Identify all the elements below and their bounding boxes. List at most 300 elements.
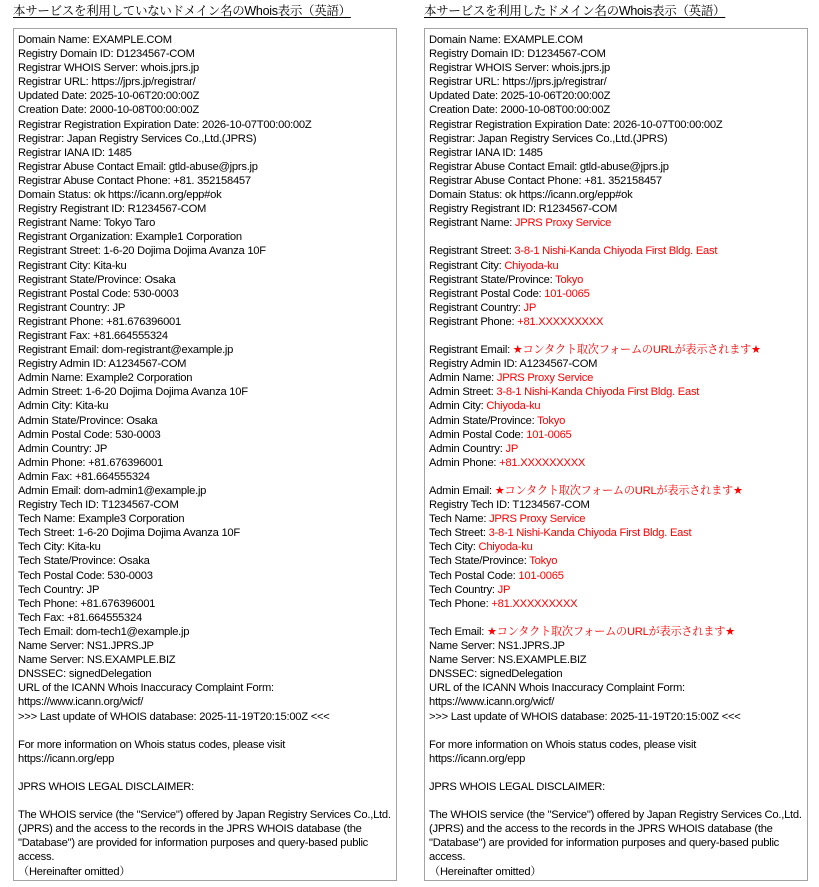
whois-field <box>429 625 803 639</box>
whois-field-value: signedDelegation <box>479 668 563 681</box>
whois-field <box>429 244 803 258</box>
whois-field-value-proxy: 101-0065 <box>518 569 564 582</box>
whois-field-value: T1234567-COM <box>101 499 179 512</box>
whois-field-label: Name Server: <box>429 654 498 667</box>
whois-field-value: NS1.JPRS.JP <box>86 640 154 653</box>
whois-field-label: Registrant City: <box>18 259 94 272</box>
whois-field-value: 2000-10-08T00:00:00Z <box>500 104 610 117</box>
whois-field-value: Kita-ku <box>67 541 101 554</box>
whois-field-label: Registrant Email: <box>429 344 513 357</box>
whois-field <box>18 174 392 188</box>
whois-field-value: 2026-10-07T00:00:00Z <box>202 118 312 131</box>
whois-field-label: Registry Admin ID: <box>429 358 520 371</box>
whois-field-label: Tech Street: <box>429 527 489 540</box>
whois-field <box>429 287 803 301</box>
whois-field <box>18 301 392 315</box>
whois-field <box>18 695 392 709</box>
whois-field <box>18 160 392 174</box>
whois-field-value-proxy: +81.XXXXXXXXX <box>499 456 586 469</box>
whois-field-label: Tech Postal Code: <box>18 569 108 582</box>
whois-field-label: Tech State/Province: <box>429 555 530 568</box>
whois-lines <box>429 33 803 879</box>
whois-field-label: Admin Name: <box>18 372 86 385</box>
panel-title-without-proxy: 本サービスを利用していないドメイン名のWhois表示（英語） <box>13 4 351 18</box>
whois-field-label: Registrant Country: <box>429 301 524 314</box>
whois-field-label: Name Server: <box>18 654 87 667</box>
whois-field-value: gtld-abuse@jprs.jp <box>168 160 258 173</box>
whois-field-label: Tech Email: <box>18 625 76 638</box>
whois-field-label: Domain Status: <box>18 189 94 202</box>
whois-field <box>18 710 392 724</box>
whois-field <box>429 597 803 611</box>
whois-field <box>429 414 803 428</box>
whois-field <box>18 456 392 470</box>
whois-field-value: Kita-ku <box>93 259 127 272</box>
whois-field-value-proxy: +81.XXXXXXXXX <box>491 597 578 610</box>
whois-field <box>429 160 803 174</box>
whois-field-label: Tech City: <box>429 541 479 554</box>
whois-field-label: Creation Date: <box>429 104 501 117</box>
whois-field <box>18 216 392 230</box>
whois-field-label: Admin Street: <box>429 386 497 399</box>
whois-field-label: Registry Tech ID: <box>429 499 513 512</box>
whois-field-label: Registrar: <box>18 132 67 145</box>
whois-field-label: Admin Email: <box>18 485 84 497</box>
whois-field-value-proxy: ★コンタクト取次フォームのURLが表示されます★ <box>494 485 743 497</box>
whois-field <box>18 667 392 681</box>
whois-field-label: Tech Phone: <box>18 597 81 610</box>
whois-field-label: Admin Postal Code: <box>18 428 116 441</box>
blank-line <box>18 724 392 738</box>
whois-field <box>18 75 392 89</box>
blank-line <box>429 794 803 808</box>
disclaimer-text: The WHOIS service (the "Service") offered by Japan Registry Services Co.,Ltd. (JPRS) and the access to the records in the JPRS WHOIS database (the "Database") are provided for information purposes and query-based public access. <box>18 809 391 864</box>
whois-field <box>18 118 392 132</box>
whois-field-label: Registrar WHOIS Server: <box>429 62 552 75</box>
whois-field <box>18 47 392 61</box>
whois-field-label: https://www.icann.org/wicf/ <box>18 696 144 709</box>
whois-field-label: Admin Street: <box>18 386 86 399</box>
whois-field-value: Osaka <box>144 273 176 286</box>
whois-field <box>429 526 803 540</box>
whois-field-label: Tech Phone: <box>429 597 492 610</box>
whois-field-label: Domain Name: <box>429 34 504 46</box>
whois-field <box>18 315 392 329</box>
whois-field-value: NS.EXAMPLE.BIZ <box>497 654 587 667</box>
hereinafter-omitted: （Hereinafter omitted） <box>18 865 131 878</box>
whois-field-value: A1234567-COM <box>108 358 187 371</box>
whois-field <box>18 259 392 273</box>
whois-field-label: Registry Domain ID: <box>18 48 117 61</box>
whois-field-value: +81.664555324 <box>92 329 168 342</box>
blank-line <box>18 766 392 780</box>
whois-field <box>18 188 392 202</box>
whois-field-label: Registrant Phone: <box>429 315 518 328</box>
whois-field-value: JP <box>86 583 100 596</box>
whois-field <box>18 540 392 554</box>
whois-field-label: Admin Email: <box>429 485 495 497</box>
whois-field <box>429 498 803 512</box>
whois-field-label: Tech Name: <box>18 513 79 526</box>
whois-field <box>429 174 803 188</box>
whois-field <box>429 188 803 202</box>
whois-field-label: Registry Domain ID: <box>429 48 528 61</box>
whois-field-value: T1234567-COM <box>512 499 590 512</box>
whois-field <box>18 132 392 146</box>
status-info-url: https://icann.org/epp <box>18 752 115 765</box>
whois-field <box>18 611 392 625</box>
whois-field-value: +81.676396001 <box>88 456 163 469</box>
whois-lines <box>18 33 392 879</box>
whois-field-label: Name Server: <box>18 640 87 653</box>
whois-field <box>18 625 392 639</box>
whois-field-label: Admin State/Province: <box>429 414 538 427</box>
whois-field <box>18 103 392 117</box>
whois-field-label: Registry Registrant ID: <box>429 203 539 216</box>
whois-field <box>429 61 803 75</box>
whois-field <box>429 667 803 681</box>
whois-field-value-proxy: Chiyoda-ku <box>486 400 541 413</box>
whois-field <box>18 414 392 428</box>
whois-field-label: Registry Tech ID: <box>18 499 102 512</box>
whois-field-value: dom-tech1@example.jp <box>75 625 190 638</box>
whois-field-value: https://jprs.jp/registrar/ <box>502 76 607 89</box>
whois-field-label: Registrar Registration Expiration Date: <box>18 118 203 131</box>
whois-field <box>18 583 392 597</box>
whois-field <box>429 583 803 597</box>
whois-field-value: Example1 Corporation <box>135 231 242 244</box>
whois-field-value: whois.jprs.jp <box>140 62 199 75</box>
whois-field <box>429 399 803 413</box>
whois-field <box>18 343 392 357</box>
whois-field <box>18 371 392 385</box>
whois-field-label: Registrar URL: <box>18 76 92 89</box>
whois-field-label: Tech Fax: <box>18 611 68 624</box>
whois-field <box>429 202 803 216</box>
whois-field <box>429 343 803 357</box>
whois-field-value: whois.jprs.jp <box>551 62 610 75</box>
whois-field <box>18 33 392 47</box>
whois-field-value: JP <box>112 301 126 314</box>
whois-field-value: R1234567-COM <box>127 203 207 216</box>
whois-field <box>18 653 392 667</box>
blank-line <box>429 766 803 780</box>
whois-field-value: EXAMPLE.COM <box>503 34 583 46</box>
whois-field <box>18 61 392 75</box>
whois-field <box>18 554 392 568</box>
whois-field <box>18 428 392 442</box>
whois-field <box>18 597 392 611</box>
whois-field <box>18 569 392 583</box>
whois-field-label: Registrar Abuse Contact Phone: <box>18 174 174 187</box>
whois-field <box>18 512 392 526</box>
whois-field-value-proxy: 101-0065 <box>526 428 572 441</box>
whois-field <box>18 357 392 371</box>
whois-field <box>429 512 803 526</box>
whois-field-label: Admin Name: <box>429 372 497 385</box>
whois-field-label: Admin State/Province: <box>18 414 127 427</box>
whois-field-label: Registrar IANA ID: <box>18 146 108 159</box>
whois-field-label: DNSSEC: <box>429 668 480 681</box>
whois-field-label: Admin Country: <box>429 442 506 455</box>
whois-field-value: +81.676396001 <box>106 315 182 328</box>
whois-field-value: D1234567-COM <box>116 48 195 61</box>
whois-field <box>18 230 392 244</box>
whois-field-value-proxy: Chiyoda-ku <box>478 541 533 554</box>
whois-field <box>429 456 803 470</box>
disclaimer-heading: JPRS WHOIS LEGAL DISCLAIMER: <box>18 780 194 793</box>
whois-field-label: Registrar IANA ID: <box>429 146 519 159</box>
whois-field <box>429 710 803 724</box>
whois-field-value: +81.664555324 <box>67 611 142 624</box>
whois-field-value-proxy: 3-8-1 Nishi-Kanda Chiyoda First Bldg. East <box>514 245 718 258</box>
whois-field <box>429 695 803 709</box>
whois-field <box>18 287 392 301</box>
whois-field-value: gtld-abuse@jprs.jp <box>579 160 669 173</box>
whois-field-label: Registrar URL: <box>429 76 503 89</box>
whois-field <box>18 470 392 484</box>
whois-field-value-proxy: ★コンタクト取次フォームのURLが表示されます★ <box>486 625 735 638</box>
whois-field <box>18 498 392 512</box>
whois-field <box>429 33 803 47</box>
whois-field <box>429 103 803 117</box>
whois-field-value-proxy: 3-8-1 Nishi-Kanda Chiyoda First Bldg. East <box>496 386 700 399</box>
whois-field <box>429 371 803 385</box>
whois-field-value: 1-6-20 Dojima Dojima Avanza 10F <box>103 245 266 258</box>
whois-field-value: signedDelegation <box>68 668 152 681</box>
whois-field-label: Registrar Abuse Contact Email: <box>18 160 169 173</box>
whois-field-label: Registry Admin ID: <box>18 358 109 371</box>
whois-field-value: NS1.JPRS.JP <box>497 640 565 653</box>
whois-field-value: Osaka <box>118 555 150 568</box>
whois-field-value: https://jprs.jp/registrar/ <box>91 76 196 89</box>
whois-field <box>429 89 803 103</box>
whois-field-label: Registrar Abuse Contact Phone: <box>429 174 585 187</box>
hereinafter-omitted: （Hereinafter omitted） <box>429 865 542 878</box>
whois-field <box>429 653 803 667</box>
whois-field-value: 1-6-20 Dojima Dojima Avanza 10F <box>85 386 248 399</box>
whois-output-without-proxy <box>13 28 397 881</box>
status-info-url: https://icann.org/epp <box>429 752 526 765</box>
whois-field-label: Tech State/Province: <box>18 555 119 568</box>
whois-field-value: D1234567-COM <box>527 48 606 61</box>
whois-field-label: Admin Phone: <box>429 456 500 469</box>
whois-field <box>429 484 803 498</box>
panel-title-with-proxy: 本サービスを利用したドメイン名のWhois表示（英語） <box>424 4 726 18</box>
whois-field-value: dom-registrant@example.jp <box>101 344 234 357</box>
whois-field <box>429 273 803 287</box>
whois-field <box>18 89 392 103</box>
whois-field <box>429 118 803 132</box>
whois-field <box>429 216 803 230</box>
whois-field-value: Osaka <box>126 414 158 427</box>
whois-field <box>429 132 803 146</box>
whois-field-label: Registrant City: <box>429 259 505 272</box>
whois-field-value: 1485 <box>107 146 132 159</box>
whois-field-value-proxy: JP <box>497 583 511 596</box>
whois-field-label: Domain Name: <box>18 34 93 46</box>
whois-field <box>429 639 803 653</box>
whois-field <box>18 385 392 399</box>
status-info-line: For more information on Whois status codes, please visit <box>18 738 286 751</box>
whois-field-label: DNSSEC: <box>18 668 69 681</box>
whois-field-label: Registrant Name: <box>429 217 515 230</box>
whois-field-value-proxy: JPRS Proxy Service <box>489 513 586 526</box>
whois-field-value-proxy: ★コンタクト取次フォームのURLが表示されます★ <box>512 344 761 357</box>
whois-field-value: +81. 352158457 <box>584 174 662 187</box>
whois-field-value: Japan Registry Services Co.,Ltd.(JPRS) <box>477 132 668 145</box>
whois-field-label: Name Server: <box>429 640 498 653</box>
whois-field <box>429 357 803 371</box>
whois-field-value: 1-6-20 Dojima Dojima Avanza 10F <box>77 527 240 540</box>
whois-field-label: Registrant State/Province: <box>18 273 145 286</box>
status-info-line: For more information on Whois status codes, please visit <box>429 738 697 751</box>
whois-field-value: dom-admin1@example.jp <box>83 485 207 497</box>
whois-field-value: JP <box>94 442 108 455</box>
whois-field-value-proxy: JPRS Proxy Service <box>496 372 594 385</box>
whois-field-value: Japan Registry Services Co.,Ltd.(JPRS) <box>66 132 257 145</box>
whois-field <box>18 146 392 160</box>
whois-field-value-proxy: JPRS Proxy Service <box>514 217 612 230</box>
whois-field-value: Example3 Corporation <box>78 513 185 526</box>
blank-line <box>429 470 803 484</box>
whois-field-label: Registrant Fax: <box>18 329 93 342</box>
whois-field-label: Admin Country: <box>18 442 95 455</box>
whois-field-value-proxy: Chiyoda-ku <box>504 259 559 272</box>
blank-line <box>429 724 803 738</box>
whois-field-value: 530-0003 <box>107 569 153 582</box>
whois-field-label: Registry Registrant ID: <box>18 203 128 216</box>
whois-field <box>429 540 803 554</box>
whois-field-value-proxy: Tokyo <box>529 555 558 568</box>
whois-field-label: Admin City: <box>429 400 487 413</box>
whois-field-label: Registrant Name: <box>18 217 104 230</box>
whois-field-value: 2025-10-06T20:00:00Z <box>89 90 200 103</box>
whois-field-value-proxy: JP <box>523 301 537 314</box>
whois-field <box>429 569 803 583</box>
whois-field-label: Registrant Postal Code: <box>429 287 545 300</box>
whois-field-label: Admin City: <box>18 400 76 413</box>
blank-line <box>429 611 803 625</box>
whois-field-label: Registrant Street: <box>429 245 515 258</box>
whois-field-label: Tech Country: <box>18 583 87 596</box>
whois-field-label: Admin Phone: <box>18 456 89 469</box>
whois-field-label: Tech Email: <box>429 625 487 638</box>
whois-field-label: Updated Date: <box>429 90 501 103</box>
whois-field <box>18 681 392 695</box>
whois-field <box>18 273 392 287</box>
whois-field-label: Tech Postal Code: <box>429 569 519 582</box>
whois-field-label: Registrant Street: <box>18 245 104 258</box>
whois-field-label: URL of the ICANN Whois Inaccuracy Complaint Form: <box>18 682 274 695</box>
whois-field <box>429 301 803 315</box>
whois-field-label: >>> Last update of WHOIS database: 2025-11-19T20:15:00Z <<< <box>429 710 741 723</box>
whois-field-value: +81. 352158457 <box>173 174 251 187</box>
whois-field-label: Registrant Organization: <box>18 231 136 244</box>
blank-line <box>18 794 392 808</box>
whois-field-value-proxy: Tokyo <box>555 273 584 286</box>
whois-field-value: 530-0003 <box>133 287 179 300</box>
disclaimer-text: The WHOIS service (the "Service") offered by Japan Registry Services Co.,Ltd. (JPRS) and the access to the records in the JPRS WHOIS database (the "Database") are provided for information purposes and query-based public access. <box>429 809 802 864</box>
whois-field-label: Registrant Country: <box>18 301 113 314</box>
whois-field-label: Updated Date: <box>18 90 90 103</box>
whois-field-label: Tech Country: <box>429 583 498 596</box>
whois-field-value: Example2 Corporation <box>85 372 193 385</box>
whois-field-value-proxy: Tokyo <box>537 414 566 427</box>
whois-field-value: R1234567-COM <box>538 203 618 216</box>
whois-field-value-proxy: 3-8-1 Nishi-Kanda Chiyoda First Bldg. East <box>488 527 692 540</box>
whois-field-value: ok https://icann.org/epp#ok <box>93 189 222 202</box>
whois-field-value: ok https://icann.org/epp#ok <box>504 189 633 202</box>
whois-field-value: 530-0003 <box>115 428 161 441</box>
whois-output-with-proxy <box>424 28 808 881</box>
blank-line <box>429 329 803 343</box>
whois-field <box>429 75 803 89</box>
whois-field <box>18 202 392 216</box>
whois-field-label: Tech Name: <box>429 513 490 526</box>
whois-field-label: Registrant State/Province: <box>429 273 556 286</box>
blank-line <box>429 230 803 244</box>
whois-field-value: +81.676396001 <box>80 597 156 610</box>
whois-field-label: Tech Street: <box>18 527 78 540</box>
whois-field <box>429 554 803 568</box>
whois-field <box>18 639 392 653</box>
whois-field <box>429 428 803 442</box>
whois-field-value-proxy: 101-0065 <box>544 287 590 300</box>
disclaimer-heading: JPRS WHOIS LEGAL DISCLAIMER: <box>429 780 605 793</box>
whois-field-label: Admin Postal Code: <box>429 428 527 441</box>
whois-field-value: +81.664555324 <box>74 470 150 483</box>
whois-field-label: Domain Status: <box>429 189 505 202</box>
whois-field-label: >>> Last update of WHOIS database: 2025-11-19T20:15:00Z <<< <box>18 710 330 723</box>
whois-field-value: 2025-10-06T20:00:00Z <box>500 90 611 103</box>
whois-field-label: Registrar WHOIS Server: <box>18 62 141 75</box>
whois-field <box>18 399 392 413</box>
whois-field-value: EXAMPLE.COM <box>92 34 172 46</box>
whois-field-value-proxy: JP <box>505 442 519 455</box>
whois-field-value: A1234567-COM <box>519 358 598 371</box>
whois-field-label: Registrar Abuse Contact Email: <box>429 160 580 173</box>
whois-field-label: Registrar: <box>429 132 478 145</box>
whois-field-value: 2026-10-07T00:00:00Z <box>613 118 723 131</box>
whois-field-label: Tech City: <box>18 541 68 554</box>
whois-field <box>18 526 392 540</box>
whois-field-label: Registrant Email: <box>18 344 102 357</box>
whois-field-value: Kita-ku <box>75 400 109 413</box>
whois-field <box>429 442 803 456</box>
whois-field <box>429 259 803 273</box>
whois-field-label: Admin Fax: <box>18 470 75 483</box>
whois-field-value: Tokyo Taro <box>103 217 156 230</box>
whois-field <box>18 244 392 258</box>
whois-field <box>429 385 803 399</box>
whois-field <box>18 442 392 456</box>
whois-field-label: Registrar Registration Expiration Date: <box>429 118 614 131</box>
whois-field-label: https://www.icann.org/wicf/ <box>429 696 555 709</box>
whois-field-value: 2000-10-08T00:00:00Z <box>89 104 199 117</box>
whois-field <box>429 681 803 695</box>
whois-field-label: URL of the ICANN Whois Inaccuracy Complaint Form: <box>429 682 685 695</box>
whois-field <box>429 146 803 160</box>
whois-field-value: NS.EXAMPLE.BIZ <box>86 654 176 667</box>
whois-field-label: Registrant Postal Code: <box>18 287 134 300</box>
whois-field <box>18 484 392 498</box>
whois-field-value-proxy: +81.XXXXXXXXX <box>517 315 604 328</box>
whois-field <box>18 329 392 343</box>
whois-field <box>429 315 803 329</box>
whois-field-label: Registrant Phone: <box>18 315 107 328</box>
whois-field-value: 1485 <box>518 146 543 159</box>
